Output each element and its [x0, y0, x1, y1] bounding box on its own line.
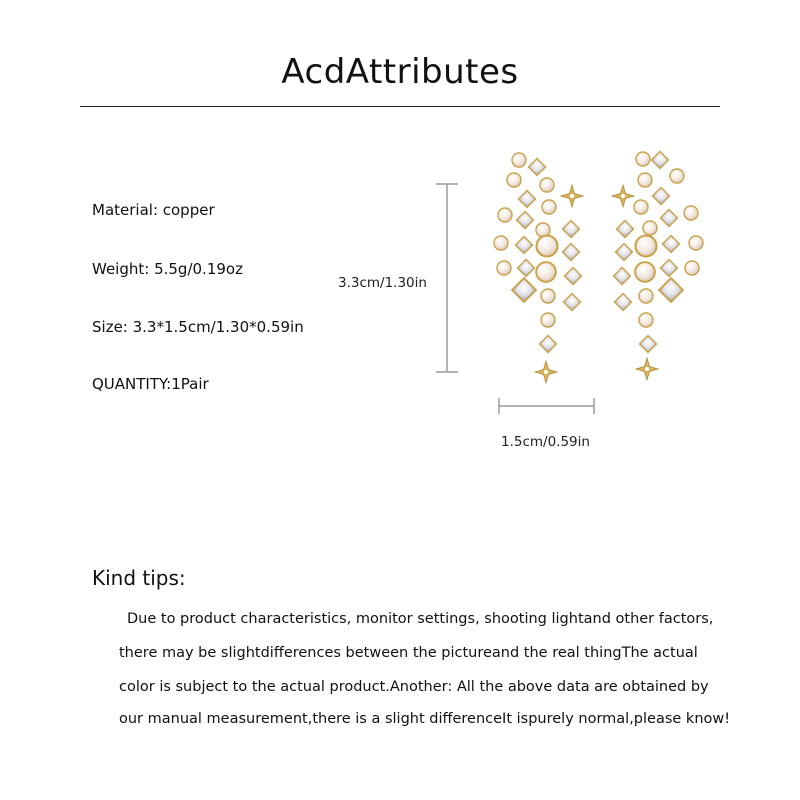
- tip-line-1: Due to product characteristics, monitor settings, shooting lightand other factors,: [127, 611, 714, 627]
- tip-line-4: our manual measurement,there is a slight differenceIt ispurely normal,please know!: [119, 711, 731, 727]
- right-earring: [612, 152, 703, 380]
- spec-material: Material: copper: [92, 201, 215, 219]
- spec-size: Size: 3.3*1.5cm/1.30*0.59in: [92, 318, 304, 336]
- kind-tips-title: Kind tips:: [92, 566, 186, 590]
- height-dimension-label: 3.3cm/1.30in: [338, 275, 427, 291]
- left-earring: [494, 153, 583, 383]
- width-dimension-line: [499, 398, 594, 414]
- width-dimension-label: 1.5cm/0.59in: [501, 434, 590, 450]
- spec-quantity: QUANTITY:1Pair: [92, 375, 209, 393]
- page-title: AcdAttributes: [281, 52, 519, 92]
- tip-line-2: there may be slightdifferences between the pictureand the real thingThe actual: [119, 645, 698, 661]
- tip-line-3: color is subject to the actual product.Another: All the above data are obtained by: [119, 679, 709, 695]
- spec-weight: Weight: 5.5g/0.19oz: [92, 260, 243, 278]
- height-dimension-line: [436, 184, 458, 372]
